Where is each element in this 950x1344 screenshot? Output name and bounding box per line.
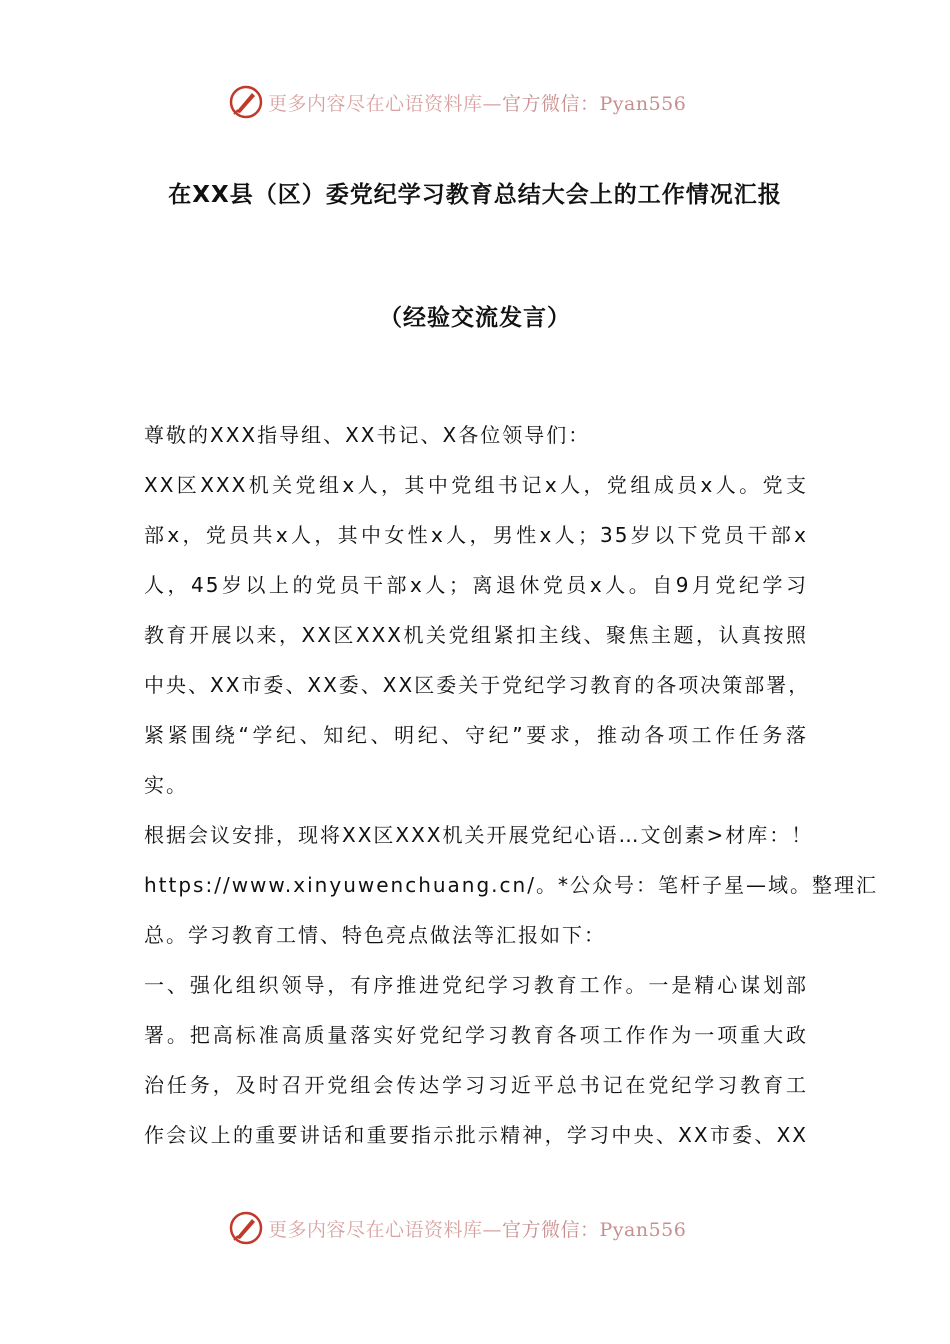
body-line: 一、强化组织领导，有序推进党纪学习教育工作。一是精心谋划部 [144,973,808,997]
body-line: 根据会议安排，现将XX区XXX机关开展党纪心语…文创素>材库：！ [144,823,814,847]
body-line: https://www.xinyuwenchuang.cn/。*公众号：笔杆子星—域。整理汇 [144,873,878,897]
body-line: 总。学习教育工情、特色亮点做法等汇报如下： [144,923,606,947]
body-line: 署。把高标准高质量落实好党纪学习教育各项工作作为一项重大政 [144,1023,808,1047]
document-title: 在XX县（区）委党纪学习教育总结大会上的工作情况汇报 [168,182,782,208]
body-line: 紧紧围绕“学纪、知纪、明纪、守纪”要求，推动各项工作任务落 [144,723,808,747]
body-line: 治任务，及时召开党组会传达学习习近平总书记在党纪学习教育工 [144,1073,808,1097]
body-line: 尊敬的XXX指导组、XX书记、X各位领导们： [144,423,591,447]
body-line: 作会议上的重要讲话和重要指示批示精神，学习中央、XX市委、XX [144,1123,808,1147]
footer-watermark-banner [228,1208,748,1248]
body-line: 教育开展以来，XX区XXX机关党组紧扣主线、聚焦主题，认真按照 [144,623,808,647]
body-line: XX区XXX机关党组x人，其中党组书记x人，党组成员x人。党支 [144,473,808,497]
document-body [144,410,878,1160]
quill-logo-icon [228,84,264,120]
watermark-text: 更多内容尽在心语资料库—官方微信：Pyan556 [268,1218,687,1241]
document-subtitle: （经验交流发言） [379,305,571,331]
watermark-text: 更多内容尽在心语资料库—官方微信：Pyan556 [268,92,687,115]
body-line: 部x，党员共x人，其中女性x人，男性x人；35岁以下党员干部x [144,523,808,547]
body-line: 实。 [144,773,188,797]
body-line: 人，45岁以上的党员干部x人；离退休党员x人。自9月党纪学习 [144,573,808,597]
body-line: 中央、XX市委、XX委、XX区委关于党纪学习教育的各项决策部署， [144,673,811,697]
quill-logo-icon [228,1210,264,1246]
header-watermark-banner [228,82,748,122]
